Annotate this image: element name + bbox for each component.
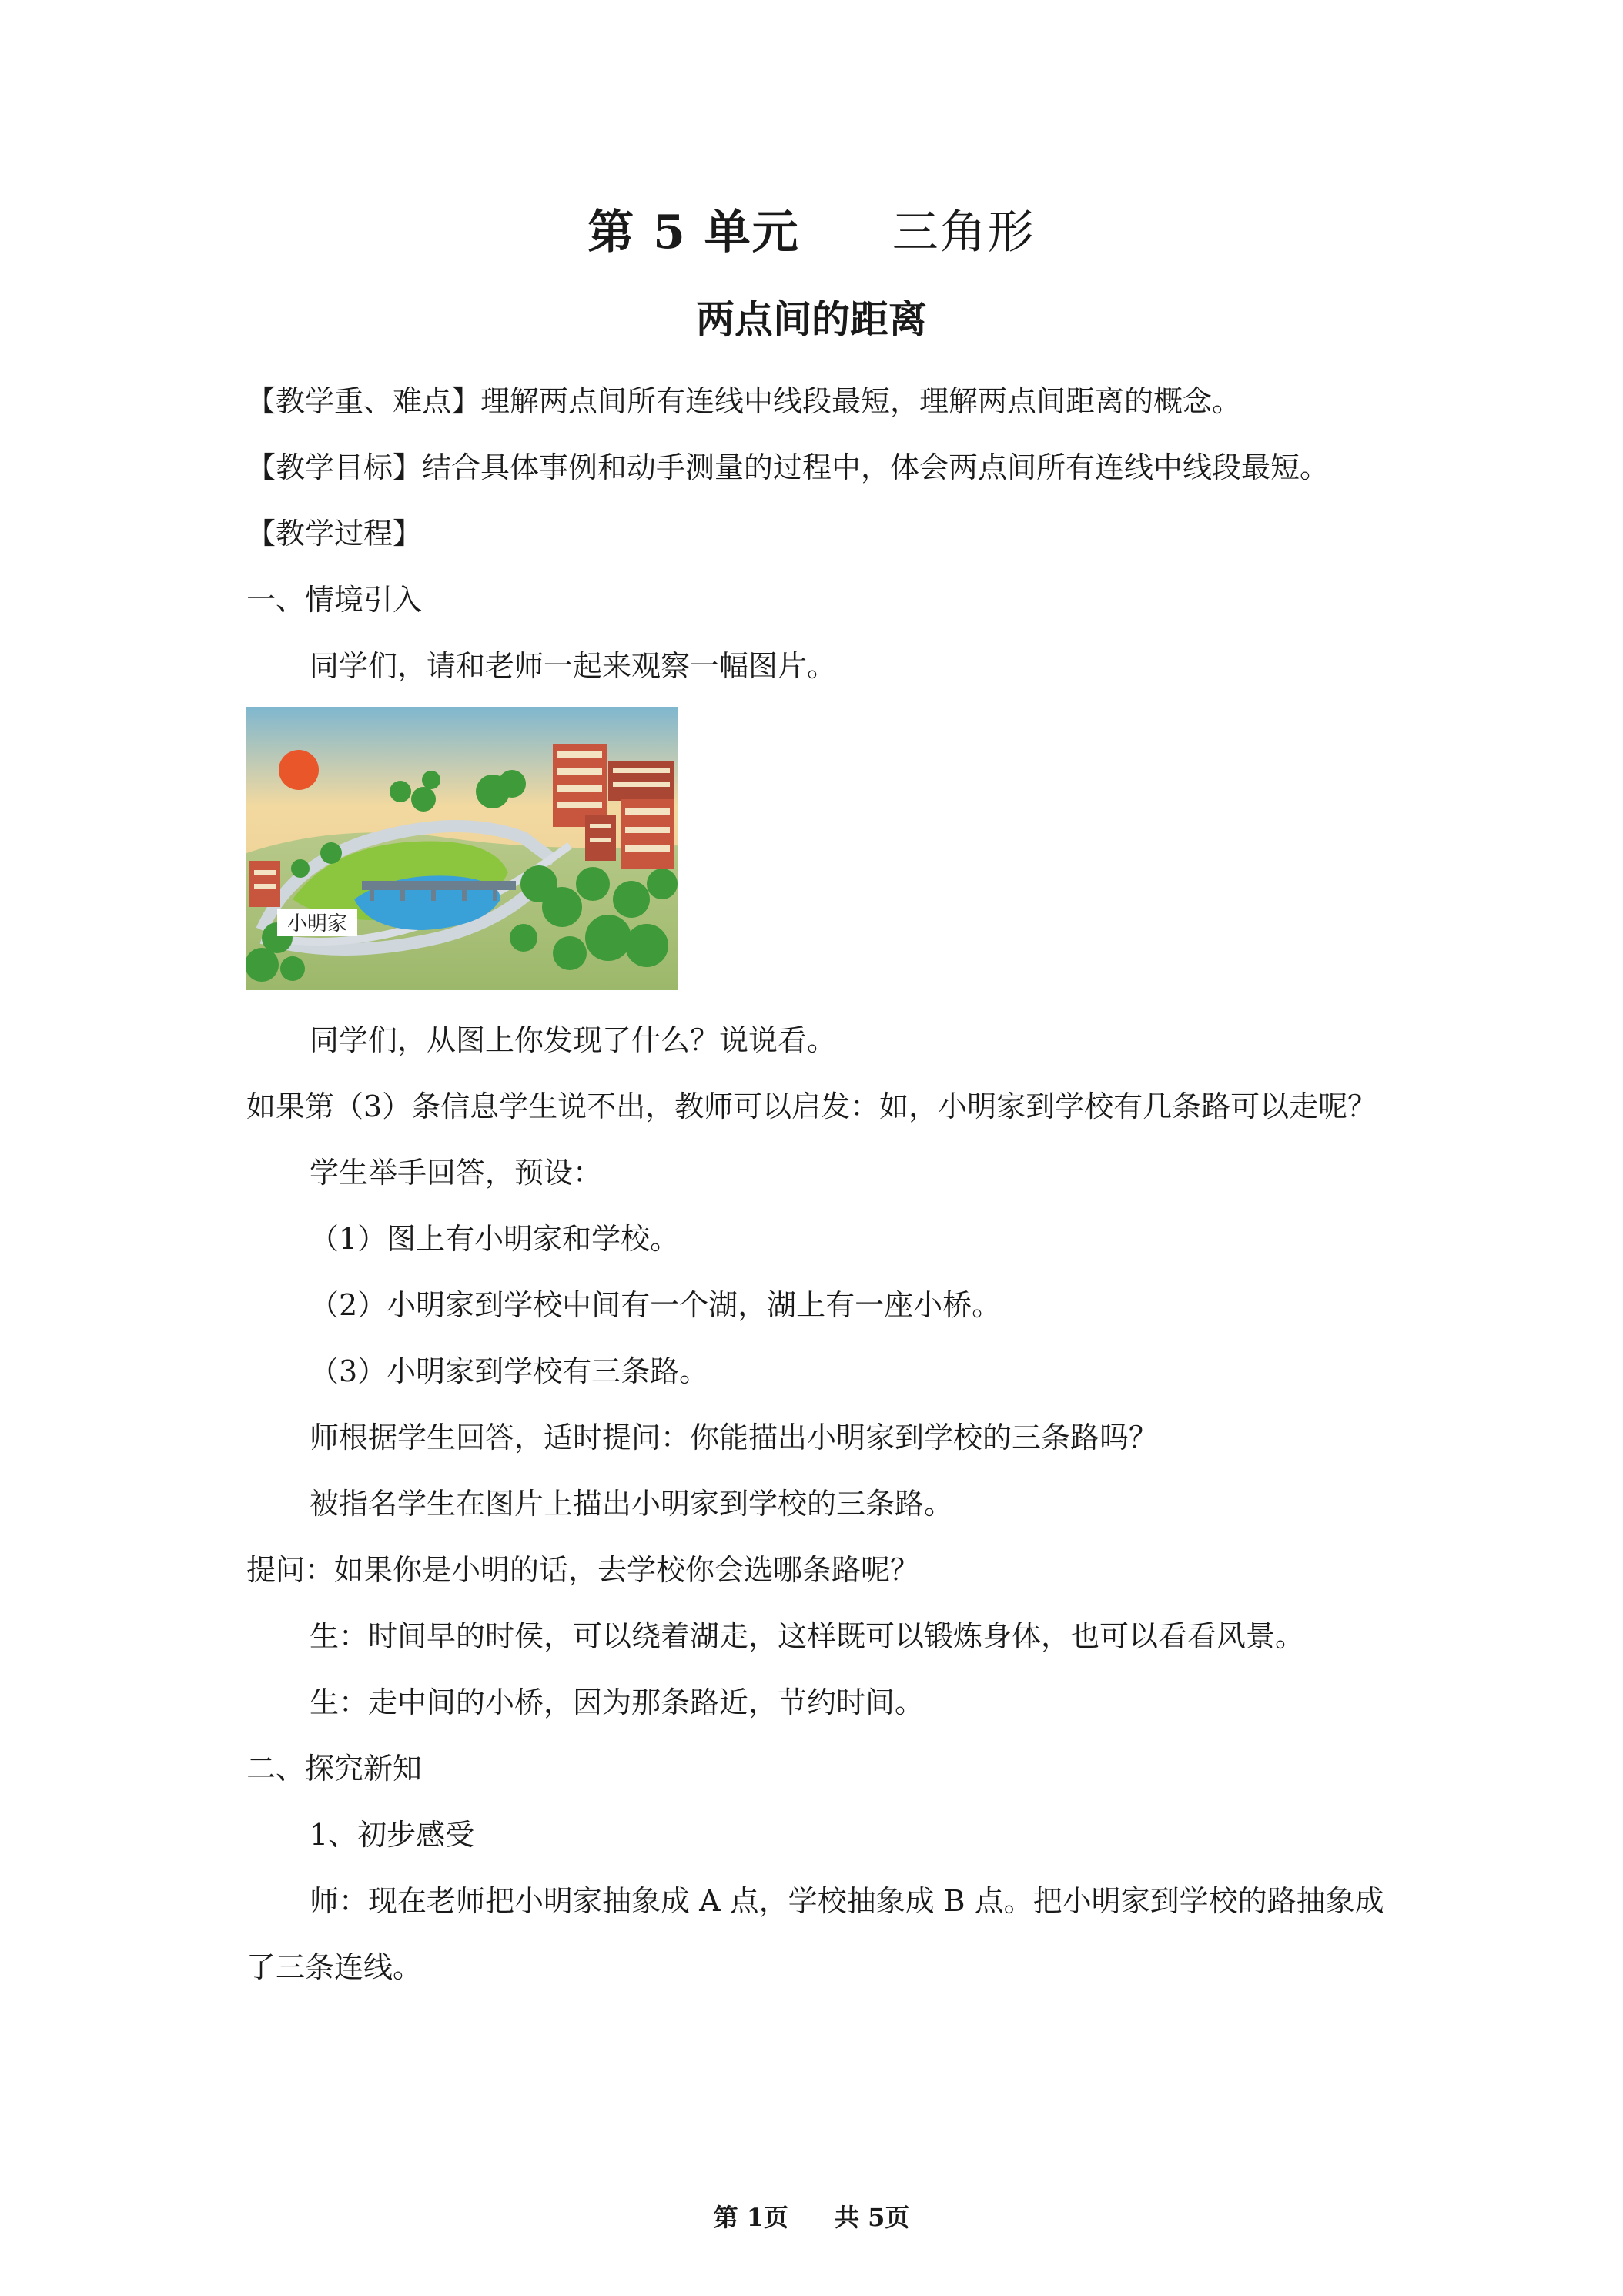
- sun-icon: [279, 750, 319, 790]
- page-footer: [0, 2202, 1623, 2233]
- page-number: 第 1页: [713, 2203, 788, 2232]
- list-item: （1）图上有小明家和学校。: [310, 1222, 680, 1256]
- page-total: 共 5页: [835, 2203, 910, 2232]
- scene-image: [246, 707, 678, 990]
- document-body: [246, 368, 1394, 2000]
- lesson-title: 两点间的距离: [696, 296, 927, 342]
- paragraph: 如果第（3）条信息学生说不出，教师可以启发：如，小明家到学校有几条路可以走呢？: [246, 1089, 1377, 1123]
- list-item: （3）小明家到学校有三条路。: [310, 1354, 709, 1388]
- process-heading: 【教学过程】: [246, 517, 423, 551]
- home-building: [249, 861, 280, 907]
- subheading: 1、初步感受: [310, 1818, 475, 1852]
- unit-title: [0, 202, 1623, 263]
- part2-heading: 二、探究新知: [246, 1752, 423, 1786]
- objectives: 【教学目标】结合具体事例和动手测量的过程中，体会两点间所有连线中线段最短。: [246, 450, 1330, 484]
- paragraph: 同学们，从图上你发现了什么？说说看。: [310, 1023, 837, 1057]
- paragraph: 同学们，请和老师一起来观察一幅图片。: [310, 649, 837, 683]
- scene-illustration: [246, 707, 678, 990]
- paragraph: 师：现在老师把小明家抽象成 A 点，学校抽象成 B 点。把小明家到学校的路抽象成了三条连线。: [246, 1884, 1384, 1984]
- key-points: 【教学重、难点】理解两点间所有连线中线段最短，理解两点间距离的概念。: [246, 384, 1242, 418]
- paragraph: 生：走中间的小桥，因为那条路近，节约时间。: [310, 1685, 925, 1719]
- list-item: （2）小明家到学校中间有一个湖，湖上有一座小桥。: [310, 1288, 1002, 1322]
- paragraph: 提问：如果你是小明的话，去学校你会选哪条路呢？: [246, 1553, 920, 1587]
- paragraph: 生：时间早的时侯，可以绕着湖走，这样既可以锻炼身体，也可以看看风景。: [310, 1619, 1305, 1653]
- paragraph: 被指名学生在图片上描出小明家到学校的三条路。: [310, 1487, 954, 1521]
- figure-label: 小明家: [286, 912, 348, 935]
- paragraph: 学生举手回答，预设：: [310, 1156, 603, 1190]
- paragraph: 师根据学生回答，适时提问：你能描出小明家到学校的三条路吗？: [310, 1421, 1159, 1454]
- part1-heading: 一、情境引入: [246, 583, 423, 617]
- unit-name: 三角形: [892, 206, 1036, 259]
- unit-number: 第 5 单元: [587, 206, 800, 259]
